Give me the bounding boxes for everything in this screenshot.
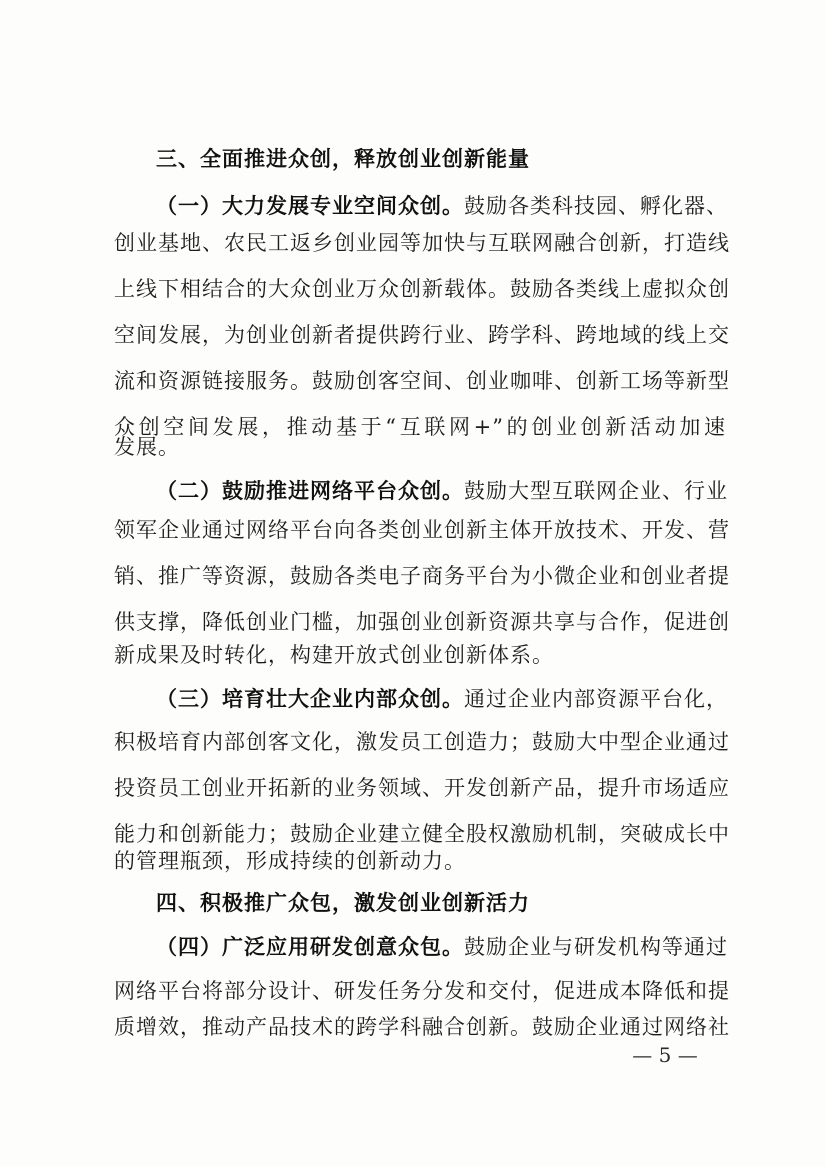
paragraph-line: 销、推广等资源，鼓励各类电子商务平台为小微企业和创业者提 — [114, 564, 730, 588]
paragraph-text: 鼓励企业与研发机构等通过 — [464, 935, 728, 959]
paragraph-lead: （二）鼓励推进网络平台众创。 — [156, 479, 464, 503]
paragraph-line: 的管理瓶颈，形成持续的创新动力。 — [114, 849, 466, 873]
paragraph-lead: （一）大力发展专业空间众创。 — [156, 194, 464, 218]
paragraph-line: 上线下相结合的大众创业万众创新载体。鼓励各类线上虚拟众创 — [114, 277, 730, 301]
page-number: — 5 — — [632, 1043, 698, 1067]
paragraph-line — [156, 676, 726, 722]
section-heading-4: 四、积极推广众包，激发创业创新活力 — [156, 891, 530, 915]
paragraph-line: 领军企业通过网络平台向各类创业创新主体开放技术、开发、营 — [114, 518, 730, 542]
paragraph-line — [156, 924, 726, 970]
paragraph-text: 鼓励大型互联网企业、行业 — [464, 479, 728, 503]
paragraph-line: 众创空间发展，推动基于“互联网+”的创业创新活动加速 — [114, 415, 726, 439]
paragraph-line: 创业基地、农民工返乡创业园等加快与互联网融合创新，打造线 — [114, 231, 730, 255]
paragraph-line: 空间发展，为创业创新者提供跨行业、跨学科、跨地域的线上交 — [114, 323, 730, 347]
paragraph-line: 供支撑，降低创业门槛，加强创业创新资源共享与合作，促进创 — [114, 610, 730, 634]
paragraph-line: 积极培育内部创客文化，激发员工创造力；鼓励大中型企业通过 — [114, 730, 730, 754]
paragraph-line: 网络平台将部分设计、研发任务分发和交付，促进成本降低和提 — [114, 979, 730, 1003]
paragraph-lead: （四）广泛应用研发创意众包。 — [156, 935, 464, 959]
paragraph-lead: （三）培育壮大企业内部众创。 — [156, 687, 464, 711]
paragraph-text: 通过企业内部资源平台化， — [464, 687, 728, 711]
paragraph-line: 投资员工创业开拓新的业务领域、开发创新产品，提升市场适应 — [114, 776, 730, 800]
paragraph-line: 新成果及时转化，构建开放式创业创新体系。 — [114, 643, 554, 667]
paragraph-line: 流和资源链接服务。鼓励创客空间、创业咖啡、创新工场等新型 — [114, 369, 730, 393]
section-heading-3: 三、全面推进众创，释放创业创新能量 — [156, 147, 530, 171]
paragraph-line: 能力和创新能力；鼓励企业建立健全股权激励机制，突破成长中 — [114, 822, 730, 846]
paragraph-line: 质增效，推动产品技术的跨学科融合创新。鼓励企业通过网络社 — [114, 1015, 730, 1039]
paragraph-line: 发展。 — [114, 435, 180, 459]
paragraph-text: 鼓励各类科技园、孵化器、 — [464, 194, 728, 218]
